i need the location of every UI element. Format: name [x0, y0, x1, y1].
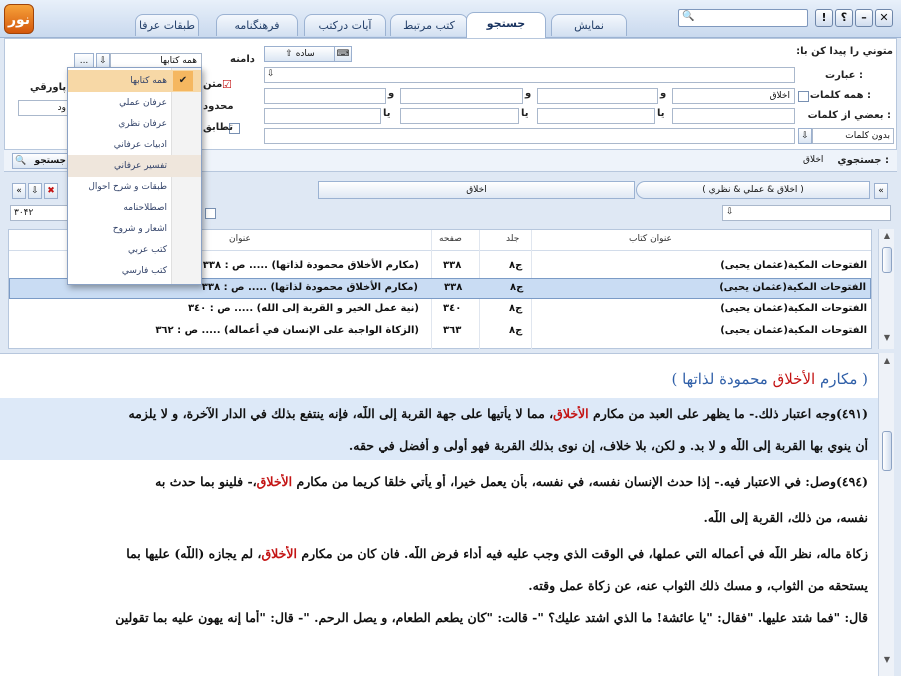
reader-line: (٤٩٤)وصل: في الاعتبار فيه.- إذا حدث الإنسان نفسه، في نفسه، بأن يعمل خيرا، أو يأتي خلقا كريما من مكارم الأخلاق،- فلينو بما حدث به — [155, 474, 868, 489]
or-label-1: يا — [657, 108, 665, 119]
query-tab-1[interactable]: ( اخلاق & عملي & نظري ) — [636, 181, 870, 199]
keyboard-icon[interactable]: ⌨ — [334, 46, 352, 62]
table-scrollbar[interactable] — [878, 229, 894, 349]
match-label: تطابق — [203, 122, 234, 133]
limited-label: محدود — [203, 101, 234, 112]
and-label-1: و — [660, 88, 667, 99]
minimize-button[interactable]: – — [855, 9, 873, 27]
some-words-input-2[interactable] — [537, 108, 655, 124]
or-label-3: يا — [383, 108, 391, 119]
search-for-value: اخلاق — [803, 155, 824, 165]
header-title[interactable]: عنوان — [229, 234, 251, 244]
scroll-up-icon[interactable]: ▲ — [883, 356, 891, 365]
scope-dropdown-menu — [67, 67, 202, 285]
menu-item-arabic-books[interactable]: كتب عربي — [127, 245, 167, 255]
menu-item-theoretical-mysticism[interactable]: عرفان نظري — [118, 119, 167, 129]
scope-dropdown-arrow[interactable]: ⇩ — [96, 53, 110, 69]
reader-line: يستحقه من الثواب، و مسك ذلك الثواب عنه، عن زكاة عمل وقته. — [528, 578, 868, 593]
search-for-label: جستجوي : — [837, 155, 889, 166]
result-count: ۳۰۴۲ — [10, 205, 70, 221]
or-label-2: يا — [521, 108, 529, 119]
header-vol[interactable]: جلد — [506, 234, 520, 244]
table-row[interactable]: الفتوحات المكية(عثمان يحيى) ج۸ ۳٤۰ (نية عمل الخير و القربة إلى الله) ..... ص : ۳٤۰ — [187, 303, 867, 314]
scroll-thumb[interactable] — [882, 247, 892, 273]
close-button[interactable]: ✕ — [875, 9, 893, 27]
info-button[interactable]: ! — [815, 9, 833, 27]
reader-pane — [0, 353, 878, 676]
search-button[interactable]: 🔍 جستجو — [12, 153, 70, 169]
table-row[interactable]: الفتوحات المكية(عثمان يحيى) ج۸ ۳۳۸ (مكارم الأخلاق محمودة لذاتها) ..... ص : ۳۳۸ — [202, 260, 867, 271]
exclude-mode-select[interactable]: بدون كلمات — [812, 128, 894, 144]
menu-item-poems[interactable]: اشعار و شروح — [112, 224, 167, 234]
all-words-input-2[interactable] — [537, 88, 658, 104]
text-checkbox-label: متن — [203, 79, 223, 90]
all-words-label: همه كلمات : — [809, 90, 871, 101]
scroll-thumb[interactable] — [882, 431, 892, 471]
filter-input[interactable] — [722, 205, 891, 221]
phrase-label: عبارت : — [825, 70, 863, 81]
all-words-input-1[interactable]: اخلاق — [672, 88, 795, 104]
some-words-input-3[interactable] — [400, 108, 519, 124]
some-words-input-4[interactable] — [264, 108, 381, 124]
check-icon: ✔ — [173, 71, 193, 91]
form-title: متوني را پيدا كن با: — [796, 46, 893, 57]
arrow-down-icon: ⇩ — [267, 69, 275, 79]
tab-tabaqat[interactable]: طبقات عرفا — [135, 14, 199, 36]
reader-line: قال: "فما شتد عليها. "فقال: "يا عائشة! ما الذي اشتد عليك؟ "- قالت: "كان يطعم الطعام، و يصل الرحم. "- قال: "أما إنه يهون عليه بما تقولين — [115, 610, 868, 625]
quick-search-input[interactable] — [678, 9, 808, 27]
menu-item-biographies[interactable]: طبقات و شرح احوال — [88, 182, 167, 192]
and-label-3: و — [388, 88, 395, 99]
arrow-down-icon: ⇩ — [726, 207, 734, 217]
some-words-label: بعضي از كلمات : — [807, 110, 891, 121]
menu-item-persian-books[interactable]: كتب فارسي — [121, 266, 167, 276]
table-row[interactable]: الفتوحات المكية(عثمان يحيى) ج۸ ۳٦۳ (الزكاة الواجبة على الإنسان في أعماله) ..... ص : ۳٦۲ — [155, 325, 867, 336]
reader-heading: ( مكارم الأخلاق محمودة لذاتها ) — [671, 370, 868, 388]
reader-scrollbar[interactable] — [878, 353, 894, 676]
magnifier-icon: 🔍 — [15, 156, 27, 166]
phrase-input[interactable] — [264, 67, 795, 83]
query-tab-2[interactable]: اخلاق — [318, 181, 635, 199]
exclude-words-input[interactable] — [264, 128, 795, 144]
menu-item-all-books[interactable]: همه كتابها ✔ — [68, 70, 201, 92]
menu-item-practical-mysticism[interactable]: عرفان عملي — [119, 98, 167, 108]
delete-icon[interactable]: ✖ — [44, 183, 58, 199]
chevron-up-icon: ⇧ — [285, 49, 293, 59]
text-checkbox[interactable]: ☑ — [222, 78, 232, 91]
exclude-arrow-button[interactable]: ⇩ — [798, 128, 812, 144]
tab-ayat[interactable]: آيات دركتب — [304, 14, 386, 36]
reader-line: (٤٩١)وجه اعتبار ذلك.- ما يظهر على العبد من مكارم الأخلاق، مما لا يأتيها على جهة القربة إلى اللّه، فإنه ينتفع بذلك في الدار الآخرة، و لا يلزمه — [128, 406, 868, 421]
reader-line: زكاة ماله، نظر اللّه في أعماله التي عملها، في الوقت الذي وجب عليه فيه أداء فرض اللّه. فان كان من مكارم الأخلاق، لم يجازه (اللّه) عليها بما — [126, 546, 868, 561]
footnote-label: پاورقي — [30, 82, 67, 93]
nav-right-icon[interactable]: « — [874, 183, 888, 199]
scope-select[interactable]: همه كتابها — [110, 53, 202, 69]
tab-search[interactable]: جستجو — [466, 12, 546, 38]
all-words-input-3[interactable] — [400, 88, 523, 104]
all-words-input-4[interactable] — [264, 88, 386, 104]
tab-farhangnameh[interactable]: فرهنگنامه — [216, 14, 298, 36]
menu-item-mystical-exegesis[interactable]: تفسير عرفاني — [68, 155, 201, 177]
scroll-up-icon[interactable]: ▲ — [883, 231, 891, 240]
help-button[interactable]: ؟ — [835, 9, 853, 27]
tab-display[interactable]: نمايش — [551, 14, 627, 36]
arrow-down-icon[interactable]: ⇩ — [28, 183, 42, 199]
scroll-down-icon[interactable]: ▼ — [883, 333, 891, 342]
header-page[interactable]: صفحه — [439, 234, 462, 244]
scope-more-button[interactable]: ... — [74, 53, 94, 69]
menu-item-mystical-literature[interactable]: ادبيات عرفاني — [113, 140, 167, 150]
reader-line: أن ينوي بها القربة إلى اللّه و لا بد. و لكن، بلا خلاف، إن نوى بذلك القربة فهو أولى و أفضل في حقه. — [348, 438, 868, 453]
nav-left-icon[interactable]: « — [12, 183, 26, 199]
app-logo: نور — [4, 4, 34, 34]
some-words-input-1[interactable] — [672, 108, 795, 124]
table-row-selected[interactable]: الفتوحات المكية(عثمان يحيى) ج۸ ۳۳۸ (مكارم الأخلاق محمودة لذاتها) ..... ص : ۳۳۸ — [9, 278, 871, 299]
and-label-2: و — [525, 88, 532, 99]
header-book[interactable]: عنوان كتاب — [629, 234, 672, 244]
all-words-checkbox[interactable] — [798, 91, 809, 102]
search-icon: 🔍 — [682, 11, 695, 22]
mode-select[interactable]: ⇧ ساده — [264, 46, 336, 62]
scroll-down-icon[interactable]: ▼ — [883, 655, 891, 664]
menu-item-glossary[interactable]: اصطلاحنامه — [123, 203, 167, 213]
footnote-input[interactable]: ود — [18, 100, 70, 116]
scope-label: دامنه — [230, 54, 255, 65]
filter-checkbox[interactable] — [205, 208, 216, 219]
reader-line: نفسه، من ذلك، القربة إلى اللّه. — [703, 510, 868, 525]
tab-related-books[interactable]: كتب مرتبط — [390, 14, 468, 36]
